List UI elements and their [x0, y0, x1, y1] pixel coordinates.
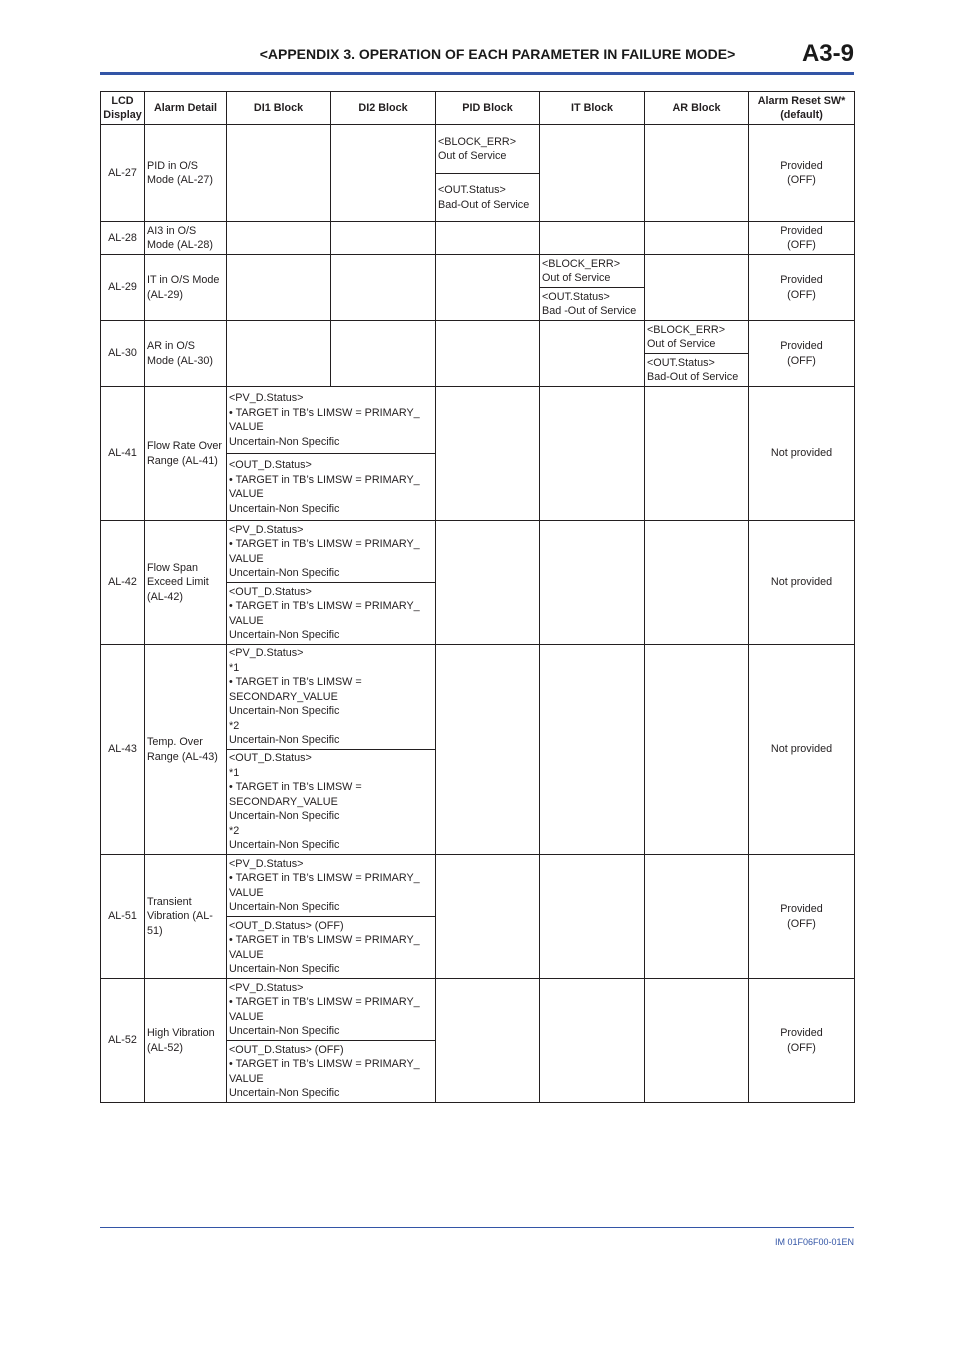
alarm-detail-cell: Flow Span Exceed Limit (AL-42)	[145, 521, 227, 645]
alarm-detail-cell: PID in O/S Mode (AL-27)	[145, 125, 227, 222]
alarm-reset-cell: Provided (OFF)	[749, 255, 855, 321]
pid-cell	[436, 979, 540, 1103]
table-row	[101, 387, 855, 454]
di-status-cell: <PV_D.Status> • TARGET in TB’s LIMSW = PRIMARY_ VALUE Uncertain-Non Specific	[227, 521, 436, 583]
alarm-reset-cell: Provided (OFF)	[749, 125, 855, 222]
ar-cell	[645, 125, 749, 222]
it-cell: <BLOCK_ERR> Out of Service	[540, 255, 645, 288]
it-cell	[540, 521, 645, 645]
failure-mode-table	[100, 91, 855, 1103]
lcd-cell: AL-30	[101, 321, 145, 387]
pid-cell	[436, 222, 540, 255]
di-status-cell: <PV_D.Status> *1 • TARGET in TB’s LIMSW = SECONDARY_VALUE Uncertain-Non Specific *2 Uncertain-Non Specific	[227, 645, 436, 750]
pid-cell	[436, 255, 540, 321]
col-header-it: IT Block	[540, 92, 645, 125]
it-cell	[540, 125, 645, 222]
table-row	[101, 255, 855, 288]
di2-cell	[331, 222, 436, 255]
col-header-alarm-reset: Alarm Reset SW* (default)	[749, 92, 855, 125]
alarm-detail-cell: AR in O/S Mode (AL-30)	[145, 321, 227, 387]
page-number: A3-9	[801, 40, 854, 67]
table-row	[101, 321, 855, 354]
lcd-cell: AL-42	[101, 521, 145, 645]
alarm-detail-cell: Transient Vibration (AL- 51)	[145, 855, 227, 979]
table-row	[101, 521, 855, 583]
alarm-reset-cell: Not provided	[749, 645, 855, 855]
pid-cell: <BLOCK_ERR> Out of Service	[436, 125, 540, 174]
table-header-row	[101, 92, 855, 125]
di1-cell	[227, 321, 331, 387]
pid-cell	[436, 521, 540, 645]
pid-cell	[436, 645, 540, 855]
di-status-cell: <OUT_D.Status> • TARGET in TB’s LIMSW = PRIMARY_ VALUE Uncertain-Non Specific	[227, 454, 436, 521]
pid-cell	[436, 855, 540, 979]
alarm-reset-cell: Not provided	[749, 521, 855, 645]
col-header-di2: DI2 Block	[331, 92, 436, 125]
alarm-detail-cell: Temp. Over Range (AL-43)	[145, 645, 227, 855]
di-status-cell: <OUT_D.Status> (OFF) • TARGET in TB’s LIMSW = PRIMARY_ VALUE Uncertain-Non Specific	[227, 917, 436, 979]
lcd-cell: AL-28	[101, 222, 145, 255]
di2-cell	[331, 255, 436, 321]
di-status-cell: <OUT_D.Status> • TARGET in TB’s LIMSW = PRIMARY_ VALUE Uncertain-Non Specific	[227, 583, 436, 645]
col-header-pid: PID Block	[436, 92, 540, 125]
lcd-cell: AL-43	[101, 645, 145, 855]
ar-cell	[645, 645, 749, 855]
table-row	[101, 125, 855, 174]
ar-cell	[645, 521, 749, 645]
alarm-detail-cell: Flow Rate Over Range (AL-41)	[145, 387, 227, 521]
page-title: <APPENDIX 3. OPERATION OF EACH PARAMETER IN FAILURE MODE>	[259, 46, 736, 62]
di1-cell	[227, 125, 331, 222]
it-cell: <OUT.Status> Bad -Out of Service	[540, 288, 645, 321]
it-cell	[540, 979, 645, 1103]
lcd-cell: AL-52	[101, 979, 145, 1103]
ar-cell	[645, 222, 749, 255]
it-cell	[540, 855, 645, 979]
di1-cell	[227, 255, 331, 321]
it-cell	[540, 222, 645, 255]
alarm-reset-cell: Provided (OFF)	[749, 321, 855, 387]
lcd-cell: AL-51	[101, 855, 145, 979]
table-row	[101, 222, 855, 255]
alarm-detail-cell: AI3 in O/S Mode (AL-28)	[145, 222, 227, 255]
ar-cell	[645, 855, 749, 979]
ar-cell	[645, 387, 749, 521]
table-row	[101, 645, 855, 750]
table-row	[101, 855, 855, 917]
ar-cell	[645, 979, 749, 1103]
col-header-lcd: LCD Display	[101, 92, 145, 125]
di2-cell	[331, 321, 436, 387]
alarm-reset-cell: Provided (OFF)	[749, 855, 855, 979]
col-header-di1: DI1 Block	[227, 92, 331, 125]
alarm-reset-cell: Provided (OFF)	[749, 222, 855, 255]
pid-cell	[436, 387, 540, 521]
alarm-detail-cell: High Vibration (AL-52)	[145, 979, 227, 1103]
di1-cell	[227, 222, 331, 255]
pid-cell	[436, 321, 540, 387]
alarm-reset-cell: Not provided	[749, 387, 855, 521]
pid-cell: <OUT.Status> Bad-Out of Service	[436, 174, 540, 222]
di-status-cell: <PV_D.Status> • TARGET in TB’s LIMSW = PRIMARY_ VALUE Uncertain-Non Specific	[227, 387, 436, 454]
ar-cell	[645, 255, 749, 321]
footer-rule	[100, 1227, 854, 1228]
di-status-cell: <OUT_D.Status> *1 • TARGET in TB’s LIMSW = SECONDARY_VALUE Uncertain-Non Specific *2 Uncertain-Non Specific	[227, 750, 436, 855]
col-header-alarm-detail: Alarm Detail	[145, 92, 227, 125]
document-code: IM 01F06F00-01EN	[774, 1237, 854, 1247]
lcd-cell: AL-27	[101, 125, 145, 222]
it-cell	[540, 321, 645, 387]
di-status-cell: <OUT_D.Status> (OFF) • TARGET in TB’s LIMSW = PRIMARY_ VALUE Uncertain-Non Specific	[227, 1041, 436, 1103]
header-rule	[100, 72, 854, 75]
it-cell	[540, 645, 645, 855]
col-header-ar: AR Block	[645, 92, 749, 125]
it-cell	[540, 387, 645, 521]
lcd-cell: AL-29	[101, 255, 145, 321]
lcd-cell: AL-41	[101, 387, 145, 521]
table-row	[101, 979, 855, 1041]
di-status-cell: <PV_D.Status> • TARGET in TB’s LIMSW = PRIMARY_ VALUE Uncertain-Non Specific	[227, 855, 436, 917]
ar-cell: <BLOCK_ERR> Out of Service	[645, 321, 749, 354]
alarm-reset-cell: Provided (OFF)	[749, 979, 855, 1103]
ar-cell: <OUT.Status> Bad-Out of Service	[645, 354, 749, 387]
di-status-cell: <PV_D.Status> • TARGET in TB’s LIMSW = PRIMARY_ VALUE Uncertain-Non Specific	[227, 979, 436, 1041]
di2-cell	[331, 125, 436, 222]
alarm-detail-cell: IT in O/S Mode (AL-29)	[145, 255, 227, 321]
